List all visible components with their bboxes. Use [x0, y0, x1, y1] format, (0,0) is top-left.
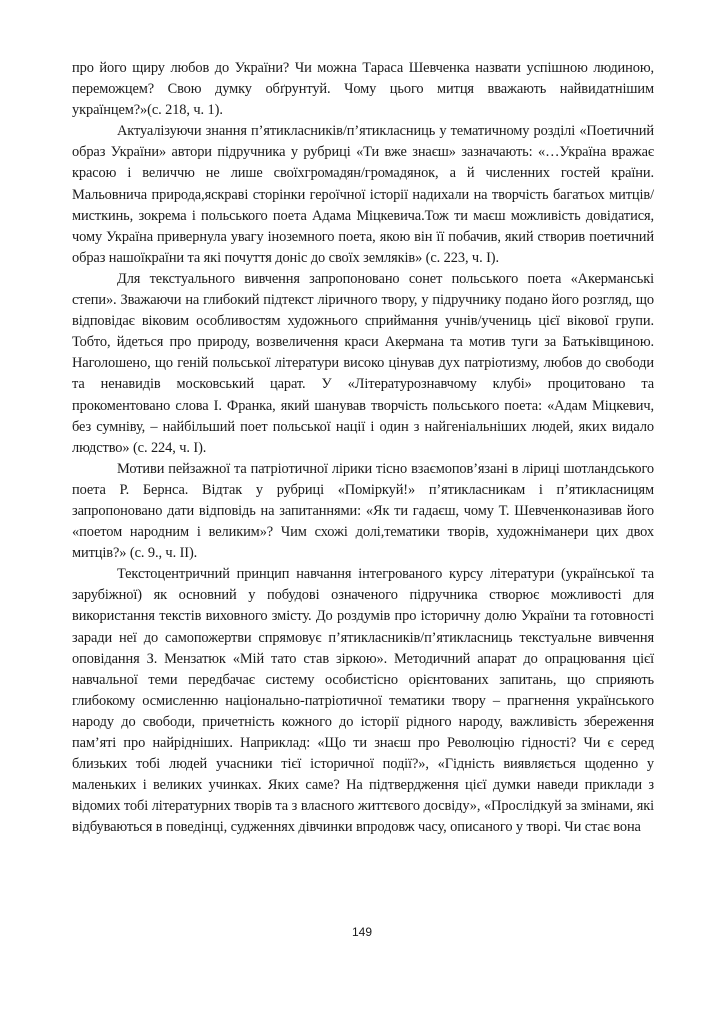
paragraph-text-centric-principle: Текстоцентричний принцип навчання інтегрованого курсу літератури (української та зарубіжної) як основний у побудові означеного підручника створює можливості для використання текстів виховного змісту. До роздумів про історичну долю України та готовності заради неї до самопожертви спрямовує п’ятикласників/п’ятикласниць текстуальне вивчення оповідання З. Мензатюк «Мій тато став зіркою». Методичний апарат до опрацювання цієї навчальної теми передбачає систему особистісно орієнтованих запитань, що сприяють глибокому осмисленню національно-патріотичної тематики твору – прагнення українського народу до свободи, причетність кожного до історії рідного народу, важливість збереження пам’яті про найрідніших. Наприклад: «Що ти знаєш про Революцію гідності? Чи є серед близьких тобі людей учасники тієї історичної події?», «Гідність виявляється щоденно у маленьких і великих учинках. Яких саме? На підтвердження цієї думки наведи приклади з відомих тобі літературних творів та з власного життєвого досвіду», «Прослідкуй за змінами, які відбуваються в поведінці, судженнях дівчинки впродовж часу, описаного у творі. Чи стає вона	[72, 566, 654, 836]
paragraph-akkerman-steppes: Для текстуального вивчення запропоновано сонет польського поета «Акерманські степи». Зважаючи на глибокий підтекст ліричного твору, у підручнику подано його розгляд, що відповідає віковим особливостям художнього сприймання учнів/учениць цієї вікової групи. Тобто, йдеться про природу, возвеличення краси Акермана та мотив туги за Батьківщиною. Наголошено, що геній польської літератури високо цінував дух патріотизму, любов до свободи та ненавидів московський царат. У «Літературознавчому клубі» процитовано та прокоментовано слова І. Франка, який шанував творчість польського поета: «Адам Міцкевич, без сумніву, – найбільший поет польської нації і один з найгеніальніших людей, яких видало людство» (с. 224, ч. І).	[72, 270, 654, 456]
paragraph-burns-lyrics: Мотиви пейзажної та патріотичної лірики тісно взаємопов’язані в ліриці шотландського поета Р. Бернса. Відтак у рубриці «Поміркуй!» п’ятикласникам і п’ятикласницям запропоновано дати відповідь на запитаннями: «Як ти гадаєш, чому Т. Шевченконазивав його «поетом народним і великим»? Чим схожі долі,тематики творів, художніманери цих двох митців?» (с. 9., ч. ІІ).	[72, 460, 654, 562]
paragraph-continuation: про його щиру любов до України? Чи можна Тараса Шевченка назвати успішною людиною, переможцем? Свою думку обґрунтуй. Чому цього митця вважають найвидатнішим українцем?»(с. 218, ч. 1).	[72, 60, 654, 119]
page-number: 149	[351, 925, 373, 939]
document-page	[72, 58, 654, 838]
paragraph-ukraine-image: Актуалізуючи знання п’ятикласників/п’ятикласниць у тематичному розділі «Поетичний образ України» автори підручника у рубриці «Ти вже знаєш» зазначають: «…Україна вражає красою і величчю не лише своїхгромадян/громадянок, а й численних гостей країни. Мальовнича природа,яскраві сторінки героїчної історії надихали на творчість багатьох митців/мисткинь, зокрема і польського поета Адама Міцкевича.Тож ти маєш можливість довідатися, чому Україна привернула увагу іноземного поета, якою він її побачив, який створив поетичний образ нашоїкраїни та які почуття доніс до своїх земляків» (с. 223, ч. І).	[72, 123, 654, 266]
